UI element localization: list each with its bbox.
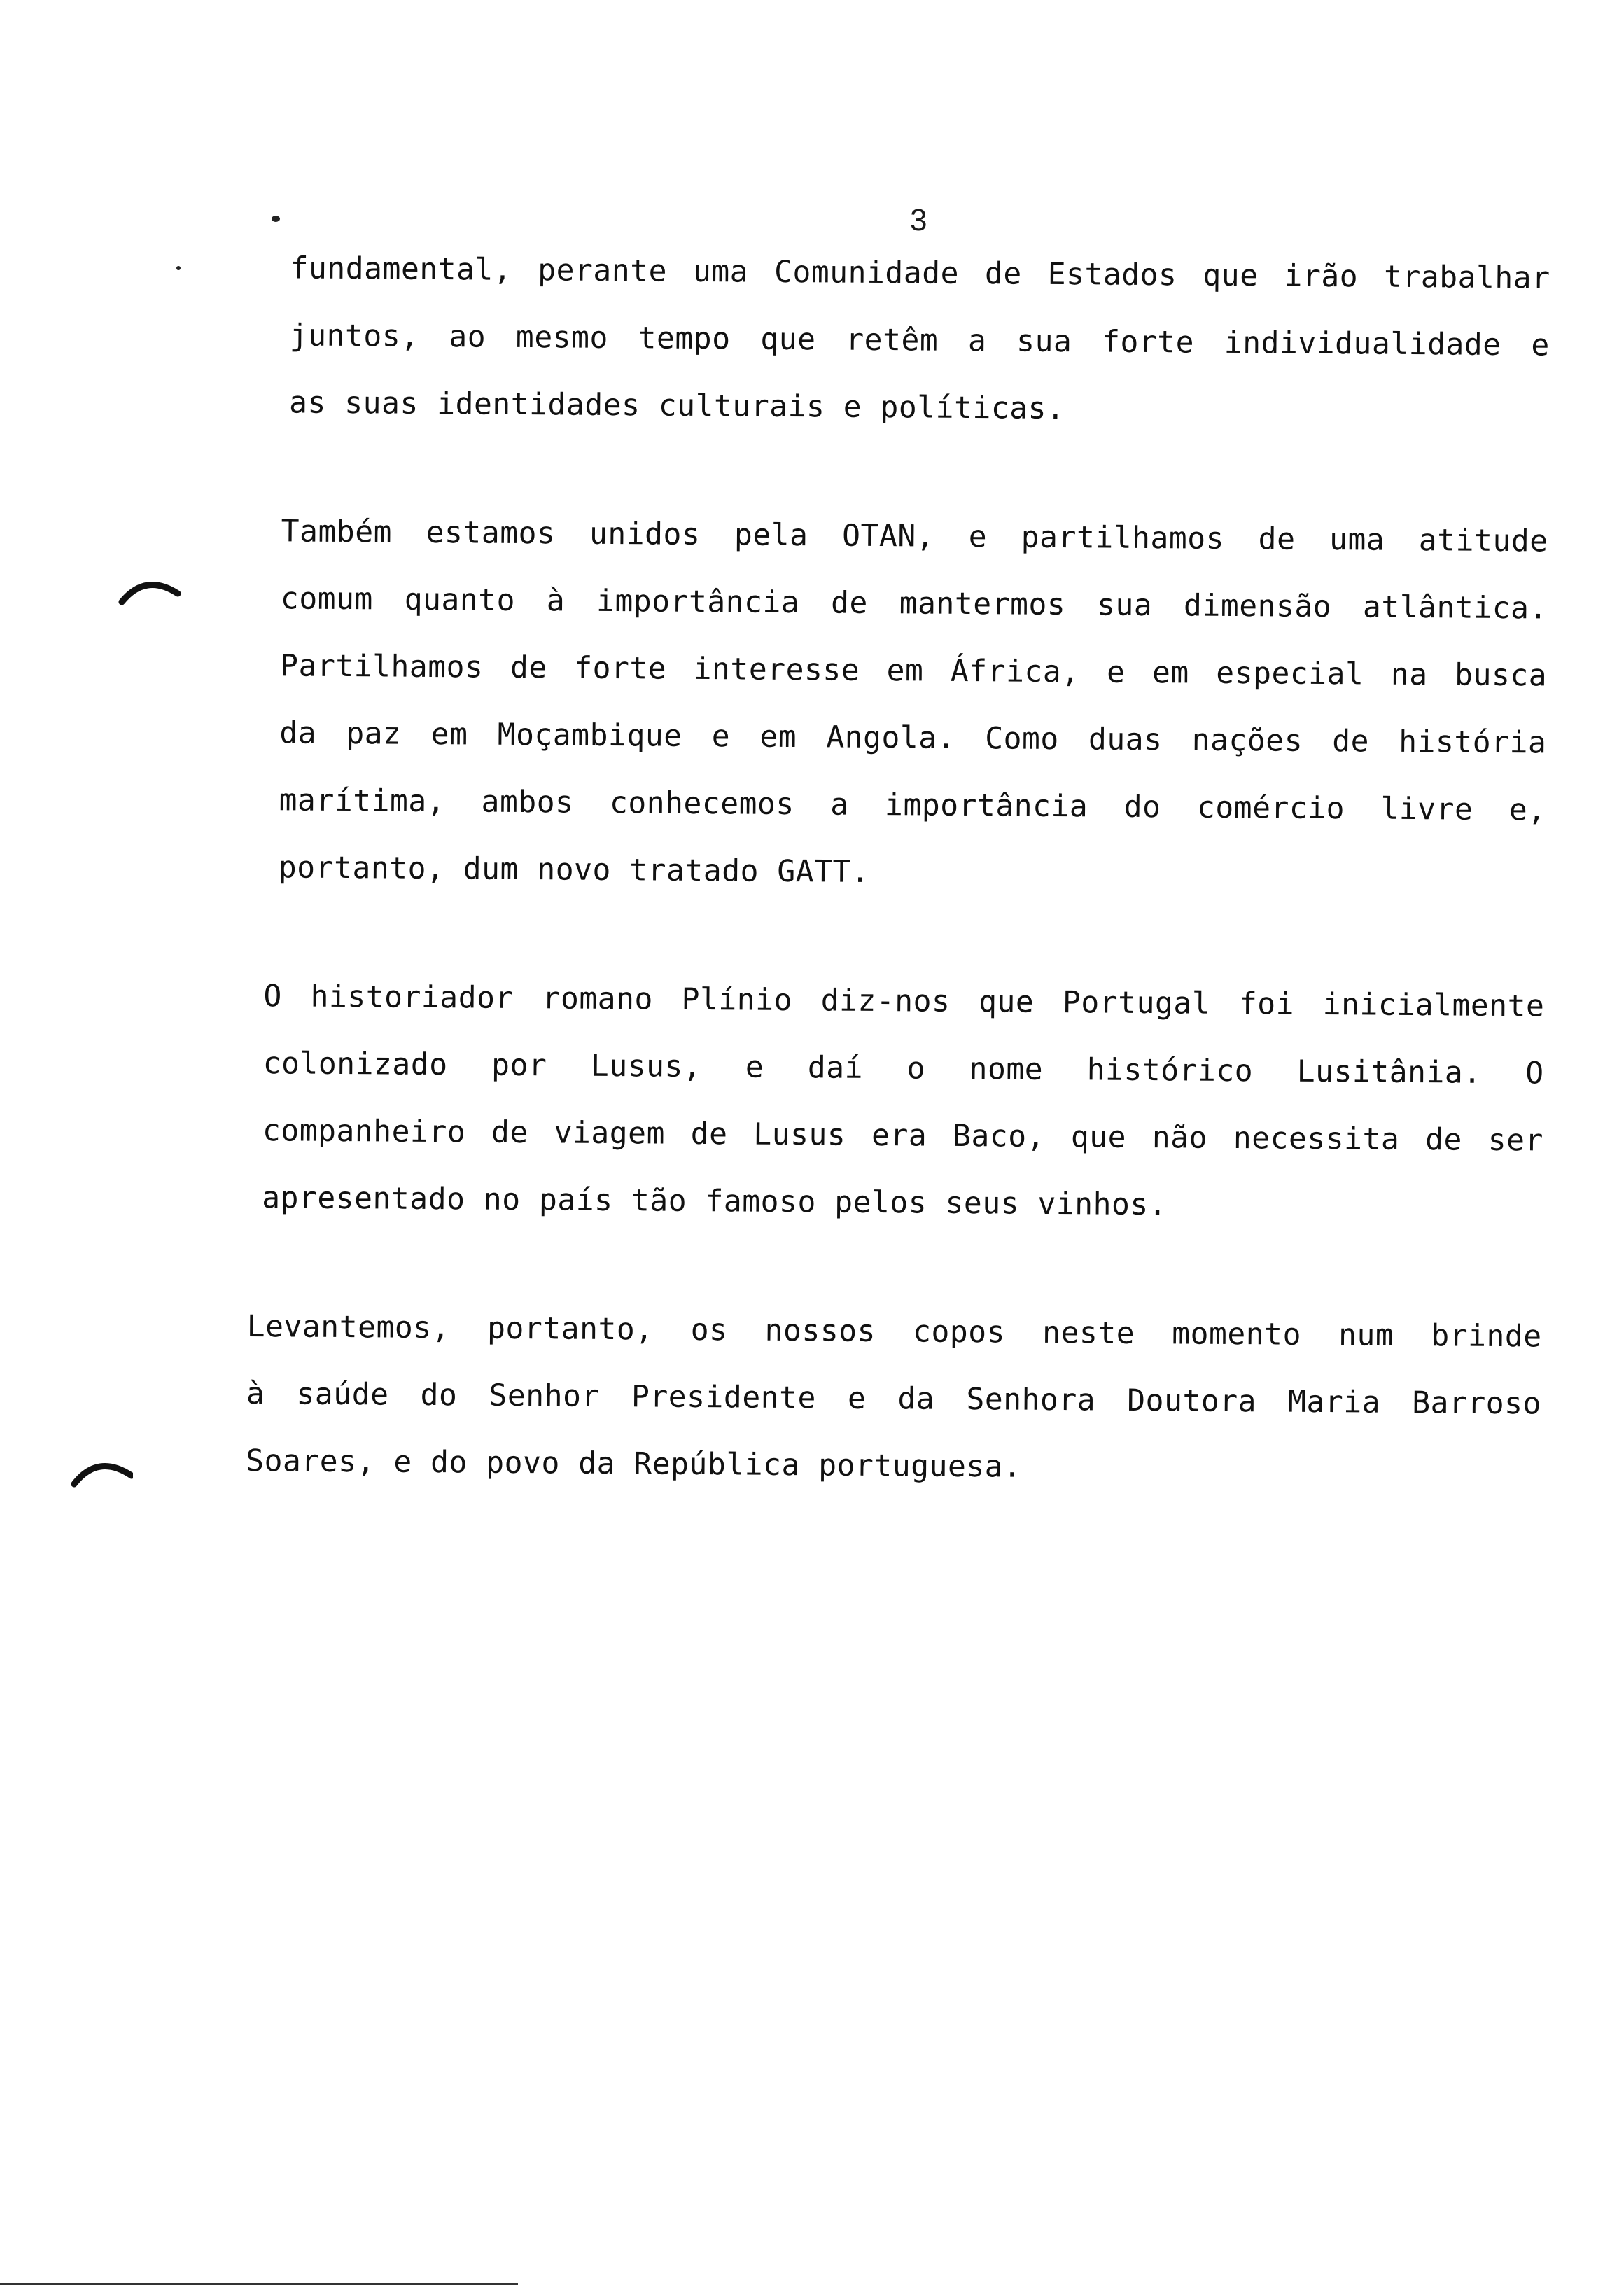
text-line: Também estamos unidos pela OTAN, e partilhamos de uma atitude <box>281 514 1548 559</box>
text-line: da paz em Moçambique e em Angola. Como duas nações de história <box>279 715 1547 761</box>
paragraph-3 <box>262 962 1545 1241</box>
text-line: Soares, e do povo da República portuguesa. <box>246 1443 1022 1485</box>
text-line: companheiro de viagem de Lusus era Baco, que não necessita de ser <box>262 1113 1544 1158</box>
letter-body <box>245 234 1550 1566</box>
text-line: Levantemos, portanto, os nossos copos neste momento num brinde <box>246 1308 1542 1354</box>
text-line: marítima, ambos conhecemos a importância do comércio livre e, <box>279 783 1546 828</box>
scan-speck <box>176 266 181 270</box>
page-number: 3 <box>910 203 927 237</box>
page-edge-line <box>0 2283 518 2286</box>
scan-speck <box>272 216 280 222</box>
text-line: fundamental, perante uma Comunidade de Estados que irão trabalhar <box>290 251 1550 296</box>
text-line: comum quanto à importância de mantermos sua dimensão atlântica. <box>280 581 1548 626</box>
punch-hole-mark <box>118 568 181 610</box>
text-line: Partilhamos de forte interesse em África, e em especial na busca <box>279 648 1548 694</box>
text-line: O historiador romano Plínio diz-nos que Portugal foi inicialmente <box>263 979 1545 1024</box>
text-line: juntos, ao mesmo tempo que retêm a sua forte individualidade e <box>289 318 1550 363</box>
paragraph-1 <box>289 234 1550 446</box>
punch-hole-mark <box>70 1448 133 1490</box>
text-line: portanto, dum novo tratado GATT. <box>278 850 870 890</box>
paragraph-2 <box>279 498 1548 911</box>
text-line: à saúde do Senhor Presidente e da Senhora Doutora Maria Barroso <box>246 1376 1542 1422</box>
text-line: colonizado por Lusus, e daí o nome histórico Lusitânia. O <box>262 1046 1544 1091</box>
paragraph-4 <box>246 1293 1542 1505</box>
text-line: apresentado no país tão famoso pelos seus vinhos. <box>261 1180 1168 1223</box>
text-line: as suas identidades culturais e políticas. <box>288 385 1065 427</box>
